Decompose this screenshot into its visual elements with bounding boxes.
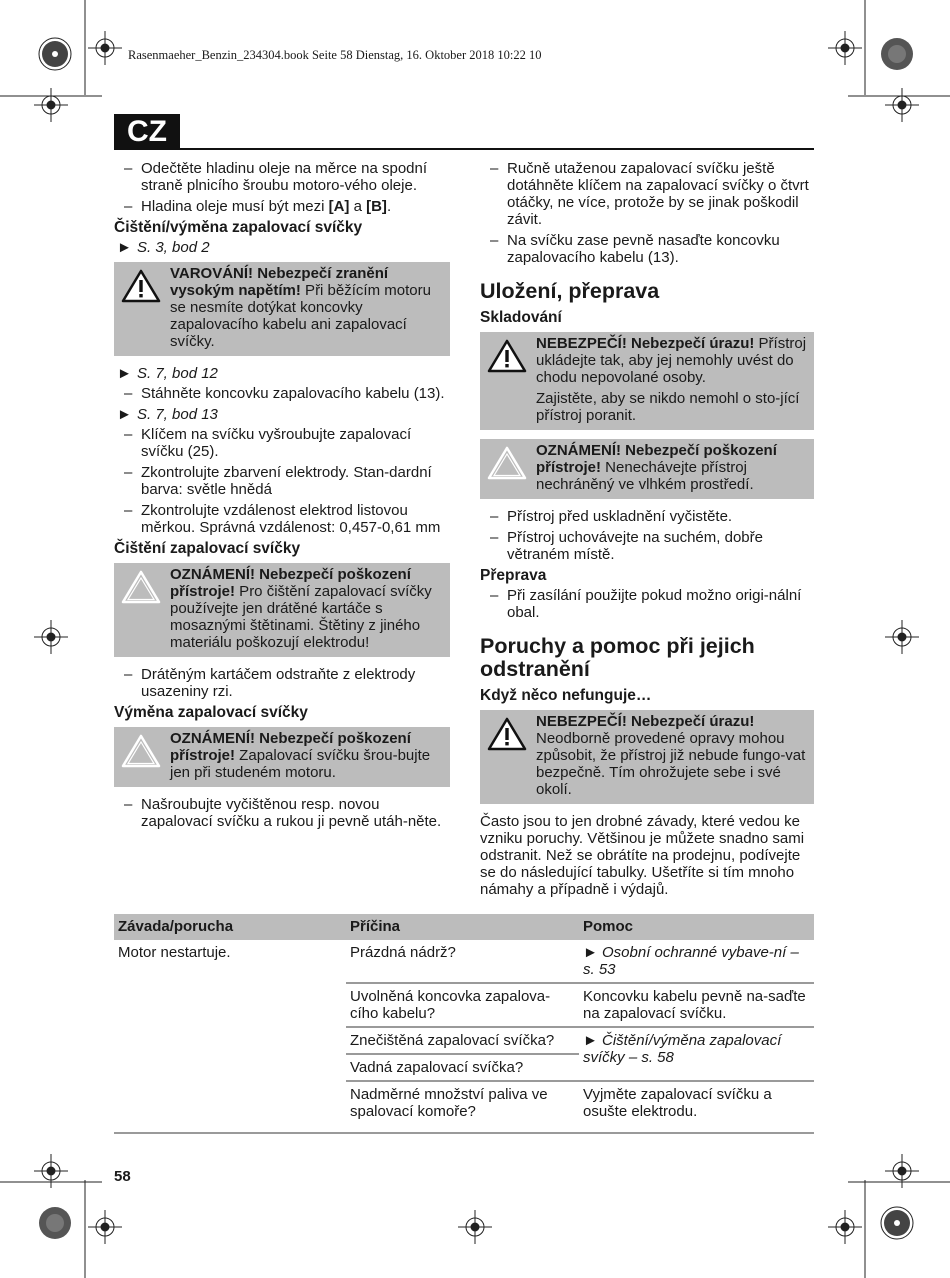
warning-triangle-icon (487, 716, 527, 752)
help-cell: ► Osobní ochranné vybave-ní – s. 53 (583, 944, 799, 978)
list-item: – Stáhněte koncovku zapalovacího kabelu (13). (114, 385, 450, 402)
list-item: – Drátěným kartáčem odstraňte z elektrody usazeniny rzi. (114, 666, 450, 700)
right-column (480, 160, 814, 898)
section-heading: Čištění/výměna zapalovací svíčky (114, 219, 363, 236)
crop-mark-icon (885, 88, 919, 122)
cross-reference: ► S. 7, bod 13 (114, 406, 450, 423)
crop-mark-icon (885, 1154, 919, 1188)
body-paragraph: Často jsou to jen drobné závady, které vedou ke vzniku poruchy. Většinou je můžete snadno sami odstranit. Než se obrátíte na prodejnu, podívejte se do následující tabulky. Ušetříte si tím mnoho námahy a případně i výdajů. (480, 813, 805, 898)
notice-triangle-icon (121, 569, 161, 605)
section-heading: Přeprava (480, 567, 547, 584)
list-item: – Ručně utaženou zapalovací svíčku ještě dotáhněte klíčem na zapalovací svíčky o čtvrt otáčky, ne více, protože by se jinak poškodil závit. (480, 160, 814, 228)
warning-triangle-icon (121, 268, 161, 304)
registration-star-icon (38, 1206, 72, 1240)
crop-mark-icon (88, 1210, 122, 1244)
crop-mark-icon (88, 31, 122, 65)
chapter-heading: Uložení, přeprava (480, 279, 660, 303)
table-header-row (114, 914, 814, 940)
column-header: Závada/porucha (114, 914, 346, 940)
troubleshooting-table (114, 914, 814, 1124)
help-cell: Vyjměte zapalovací svíčku a osušte elektrodu. (579, 1081, 814, 1124)
list-item: – Přístroj uchovávejte na suchém, dobře větraném místě. (480, 529, 814, 563)
crop-mark-icon (828, 1210, 862, 1244)
cross-reference: ► S. 3, bod 2 (114, 239, 450, 256)
warning-triangle-icon (487, 338, 527, 374)
fault-cell: Motor nestartuje. (118, 944, 231, 961)
table-bottom-rule (114, 1132, 814, 1134)
notice-box: OZNÁMENÍ! Nebezpečí poškození přístroje! Zapalovací svíčku šrou-bujte jen při studeném motoru. (114, 727, 450, 787)
cause-cell: Nadměrné množství paliva ve spalovací komoře? (346, 1081, 579, 1124)
cross-reference: ► S. 7, bod 12 (114, 365, 450, 382)
list-item: – Klíčem na svíčku vyšroubujte zapalovací svíčku (25). (114, 426, 450, 460)
danger-box: NEBEZPEČÍ! Nebezpečí úrazu! Neodborně provedené opravy mohou způsobit, že přístroj již nebude fungo-vat bezpečně. Tím ohrožujete sebe i své okolí. (480, 710, 814, 804)
registration-star-icon (880, 1206, 914, 1240)
list-item: – Odečtěte hladinu oleje na měrce na spodní straně plnicího šroubu motoro-vého oleje. (114, 160, 450, 194)
table-row (114, 940, 814, 983)
section-heading: Když něco nefunguje… (480, 687, 652, 704)
list-item: – Zkontrolujte zbarvení elektrody. Stan-dardní barva: světle hnědá (114, 464, 450, 498)
language-tab: CZ (114, 114, 180, 150)
crop-mark-icon (828, 31, 862, 65)
cause-cell: Prázdná nádrž? (350, 944, 456, 961)
section-heading: Skladování (480, 309, 562, 326)
registration-star-icon (38, 37, 72, 71)
notice-box: OZNÁMENÍ! Nebezpečí poškození přístroje! Nenechávejte přístroj nechráněný ve vlhkém prostředí. (480, 439, 814, 499)
section-heading: Výměna zapalovací svíčky (114, 704, 308, 721)
cause-cell: Vadná zapalovací svíčka? (346, 1054, 579, 1081)
help-cell: Koncovku kabelu pevně na-saďte na zapalovací svíčku. (579, 983, 814, 1027)
section-heading: Čištění zapalovací svíčky (114, 540, 301, 557)
cause-cell: Znečištěná zapalovací svíčka? (346, 1027, 579, 1054)
crop-mark-icon (885, 620, 919, 654)
header-rule (114, 148, 814, 150)
column-header: Příčina (346, 914, 579, 940)
help-cell: ► Čištění/výměna zapalovací svíčky – s. 58 (579, 1027, 814, 1081)
list-item: – Zkontrolujte vzdálenost elektrod listovou měrkou. Správná vzdálenost: 0,457-0,61 mm (114, 502, 450, 536)
cause-cell: Uvolněná koncovka zapalova-cího kabelu? (346, 983, 579, 1027)
column-header: Pomoc (579, 914, 814, 940)
crop-mark-icon (34, 620, 68, 654)
list-item: – Našroubujte vyčištěnou resp. novou zapalovací svíčku a rukou ji pevně utáh-něte. (114, 796, 450, 830)
list-item: – Při zasílání použijte pokud možno origi-nální obal. (480, 587, 814, 621)
notice-triangle-icon (121, 733, 161, 769)
left-column (114, 160, 450, 834)
danger-box: NEBEZPEČÍ! Nebezpečí úrazu! Přístroj ukládejte tak, aby jej nemohly uvést do chodu nepovolané osoby. Zajistěte, aby se nikdo nemohl o sto-jící přístroj poranit. (480, 332, 814, 430)
list-item: – Na svíčku zase pevně nasaďte koncovku zapalovacího kabelu (13). (480, 232, 814, 266)
warning-box: VAROVÁNÍ! Nebezpečí zranění vysokým napětím! Při běžícím motoru se nesmíte dotýkat koncovky zapalovacího kabelu ani zapalovací svíčky. (114, 262, 450, 356)
crop-mark-icon (34, 88, 68, 122)
chapter-heading: Poruchy a pomoc při jejich odstranění (480, 634, 755, 681)
registration-star-icon (880, 37, 914, 71)
page-number: 58 (114, 1168, 131, 1185)
crop-mark-icon (34, 1154, 68, 1188)
book-header-line: Rasenmaeher_Benzin_234304.book Seite 58 Dienstag, 16. Oktober 2018 10:22 10 (128, 48, 542, 62)
list-item: – Přístroj před uskladnění vyčistěte. (480, 508, 814, 525)
notice-box: OZNÁMENÍ! Nebezpečí poškození přístroje! Pro čištění zapalovací svíčky používejte jen drátěné kartáče s mosaznými štětinami. Štětiny z jiného materiálu poškozují elektrodu! (114, 563, 450, 657)
notice-triangle-icon (487, 445, 527, 481)
crop-mark-icon (458, 1210, 492, 1244)
list-item: – Hladina oleje musí být mezi [A] a [B]. (114, 198, 450, 215)
